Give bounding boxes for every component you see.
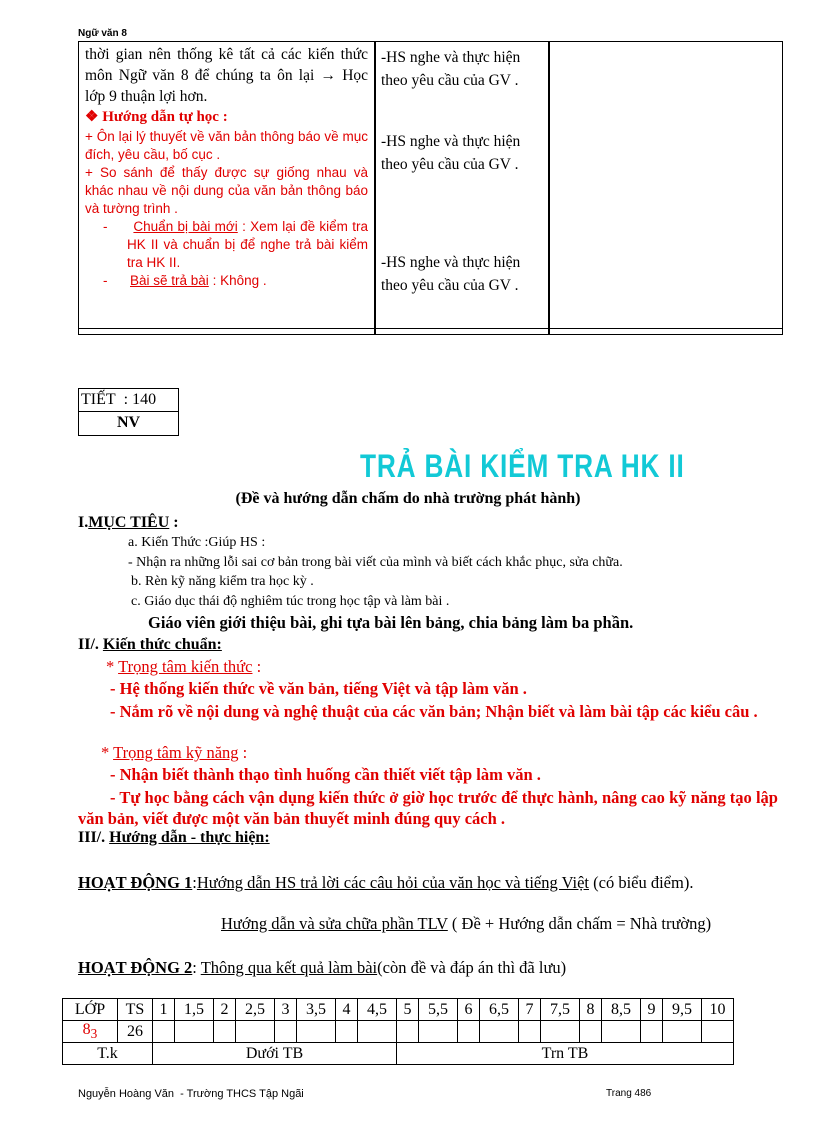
skill-focus-heading: * Trọng tâm kỹ năng :: [101, 743, 248, 762]
score-header: 7,5: [541, 999, 580, 1021]
footer-page-number: Trang 486: [606, 1088, 652, 1099]
column-divider: [548, 42, 550, 334]
score-header: 5: [397, 999, 419, 1021]
top-table: [78, 41, 783, 335]
table-row: [63, 999, 734, 1021]
objective-item: c. Giáo dục thái độ nghiêm túc trong học tập và làm bài .: [131, 594, 450, 609]
teacher-intro: Giáo viên giới thiệu bài, ghi tựa bài lên bảng, chia bảng làm ba phần.: [148, 613, 634, 632]
arrow-icon: →: [320, 67, 336, 84]
objective-item: a. Kiến Thức :Giúp HS :: [128, 535, 266, 550]
score-header: 5,5: [419, 999, 458, 1021]
page-header: Ngữ văn 8: [78, 28, 127, 39]
activity-2: HOẠT ĐỘNG 2: Thông qua kết quả làm bài(còn đề và đáp án thì đã lưu): [78, 958, 567, 977]
activity-column: [85, 44, 368, 290]
knowledge-item: - Nắm rõ về nội dung và nghệ thuật của các văn bản; Nhận biết và làm bài tập các kiểu câu .: [110, 702, 758, 721]
score-header: 8: [580, 999, 602, 1021]
table-bottom-rule: [79, 328, 782, 329]
score-header: 4,5: [358, 999, 397, 1021]
total-students-cell: 26: [118, 1021, 153, 1043]
page-subtitle: (Đề và hướng dẫn chấm do nhà trường phát hành): [235, 490, 581, 507]
knowledge-item: - Hệ thống kiến thức về văn bản, tiếng Việt và tập làm văn .: [110, 679, 527, 698]
page-title: TRẢ BÀI KIỂM TRA HK II: [360, 448, 685, 484]
student-column-entry: -HS nghe và thực hiện theo yêu cầu của GV .: [381, 49, 521, 89]
section-knowledge-heading: II/. Kiến thức chuẩn:: [78, 636, 222, 653]
footer-author: Nguyễn Hoàng Văn - Trường THCS Tập Ngãi: [78, 1088, 304, 1100]
objective-item: b. Rèn kỹ năng kiểm tra học kỳ .: [131, 574, 314, 589]
score-header: 8,5: [602, 999, 641, 1021]
self-study-item: + Ôn lại lý thuyết về văn bản thông báo về mục đích, yêu cầu, bố cục .: [85, 129, 368, 162]
diamond-bullet-icon: ❖: [85, 109, 99, 125]
header-cell: LỚP: [63, 999, 118, 1021]
activity-1-tlv: Hướng dẫn và sửa chữa phần TLV ( Đề + Hướng dẫn chấm = Nhà trường): [221, 914, 712, 933]
below-average-cell: Dưới TB: [153, 1043, 397, 1065]
section-objectives-heading: I.MỤC TIÊU :: [78, 514, 179, 531]
score-header: 1: [153, 999, 175, 1021]
lesson-number: TIẾT : 140: [79, 389, 178, 412]
class-cell: $8_3$: [63, 1021, 118, 1043]
score-header: 6: [458, 999, 480, 1021]
above-average-cell: Trn TB: [397, 1043, 734, 1065]
subject-code: NV: [116, 414, 141, 431]
prepare-item: - Chuẩn bị bài mới : Xem lại đề kiểm tra HK II và chuẩn bị để nghe trả bài kiểm tra HK II.: [103, 219, 368, 270]
student-column-entry: -HS nghe và thực hiện theo yêu cầu của GV .: [381, 133, 521, 173]
score-header: 10: [702, 999, 734, 1021]
skill-item: - Tự học bằng cách vận dụng kiến thức ở giờ học trước để thực hành, nâng cao kỹ năng tạo lập văn bản, viết được một văn bản thuyết minh đúng quy cách .: [78, 788, 778, 828]
self-study-item: + So sánh để thấy được sự giống nhau và khác nhau về nội dung của văn bản thông báo và tường trình .: [85, 165, 368, 216]
score-table: [62, 998, 734, 1065]
score-header: 4: [336, 999, 358, 1021]
intro-paragraph: thời gian nên thống kê tất cả các kiến thức môn Ngữ văn 8 để chúng ta ôn lại → Học lớp 9 thuận lợi hơn.: [85, 46, 369, 105]
score-header: 9: [641, 999, 663, 1021]
table-row: [63, 1043, 734, 1065]
summary-label: T.k: [63, 1043, 153, 1065]
student-column-entry: -HS nghe và thực hiện theo yêu cầu của GV .: [381, 254, 521, 294]
score-header: 2: [214, 999, 236, 1021]
objective-item: - Nhận ra những lỗi sai cơ bản trong bài viết của mình và biết cách khắc phục, sửa chữa.: [128, 555, 623, 570]
knowledge-focus-heading: * Trọng tâm kiến thức :: [106, 657, 262, 676]
column-divider: [374, 42, 376, 334]
score-header: 3: [275, 999, 297, 1021]
score-header: 7: [519, 999, 541, 1021]
activity-1: HOẠT ĐỘNG 1:Hướng dẫn HS trả lời các câu hỏi của văn học và tiếng Việt (có biểu điểm).: [78, 873, 694, 892]
score-header: 2,5: [236, 999, 275, 1021]
score-header: 3,5: [297, 999, 336, 1021]
score-header: 1,5: [175, 999, 214, 1021]
lesson-number-box: [78, 388, 179, 436]
self-study-heading: ❖ Hướng dẫn tự học :: [85, 109, 228, 125]
score-header: 6,5: [480, 999, 519, 1021]
table-row: [63, 1021, 734, 1043]
score-header: 9,5: [663, 999, 702, 1021]
skill-item: - Nhận biết thành thạo tình huống cần thiết viết tập làm văn .: [110, 765, 541, 784]
prepare-item: - Bài sẽ trả bài : Không .: [103, 273, 267, 288]
header-cell: TS: [118, 999, 153, 1021]
section-guide-heading: III/. Hướng dẫn - thực hiện:: [78, 829, 270, 846]
